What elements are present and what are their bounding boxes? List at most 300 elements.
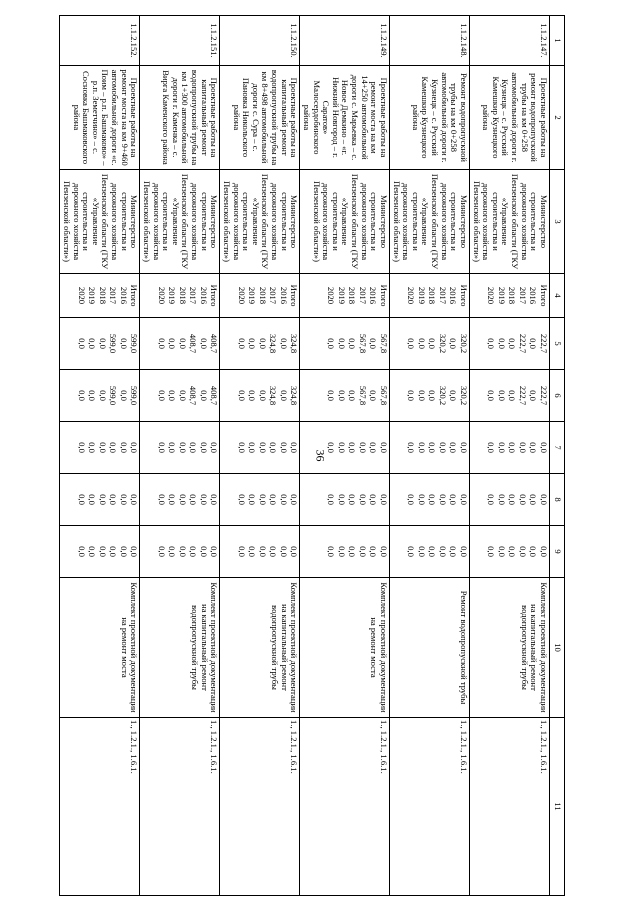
amount-c7 <box>60 422 140 474</box>
amount-c8-value: 0,0 <box>209 494 220 505</box>
amount-c5-value: 0,0 <box>236 338 247 349</box>
table-row <box>390 16 470 896</box>
amount-c9-value: 0,0 <box>358 546 368 557</box>
year-cell <box>390 274 470 318</box>
amount-c8-value: 0,0 <box>188 494 199 505</box>
amount-c8-value: 0,0 <box>108 494 119 505</box>
amount-c8-value: 0,0 <box>459 494 469 505</box>
expected-result: Комплект проектной документации на ремонт моста <box>300 578 390 718</box>
amount-c8-value: 0,0 <box>118 494 129 505</box>
amount-c6-value: 0,0 <box>76 390 87 401</box>
row-id: 1.1.2.151. <box>140 16 220 66</box>
amount-c6 <box>390 370 470 422</box>
amount-c7-value: 0,0 <box>438 442 448 453</box>
year-cell-value: 2016 <box>528 286 539 305</box>
amount-c6-value: 0,0 <box>118 390 129 401</box>
measure-name: Ремонт водопропускной трубы на км 0+258 автомобильной дороги г. Кузнецк – с. Русский Камешкир Кузнецкого района <box>390 66 470 170</box>
amount-c5-value: 0,0 <box>257 338 268 349</box>
amount-c8-value: 0,0 <box>198 494 209 505</box>
amount-c7 <box>220 422 300 474</box>
amount-c7-value: 0,0 <box>188 442 199 453</box>
amount-c8-value: 0,0 <box>368 494 379 505</box>
amount-c8-value: 0,0 <box>337 494 347 505</box>
amount-c5 <box>390 318 470 370</box>
amount-c8-value: 0,0 <box>177 494 188 505</box>
amount-c8-value: 0,0 <box>438 494 448 505</box>
amount-c9-value: 0,0 <box>379 546 389 557</box>
amount-c8-value: 0,0 <box>507 494 518 505</box>
amount-c5 <box>60 318 140 370</box>
table-viewport <box>62 15 565 895</box>
amount-c5-value: 0,0 <box>97 338 108 349</box>
amount-c7-value: 0,0 <box>257 442 268 453</box>
amount-c9-value: 0,0 <box>289 546 300 557</box>
amount-c6-value: 0,0 <box>247 390 258 401</box>
amount-c7-value: 0,0 <box>76 442 87 453</box>
amount-c9 <box>140 526 220 578</box>
amount-c7-value: 0,0 <box>108 442 119 453</box>
amount-c5-value: 0,0 <box>177 338 188 349</box>
amount-c8 <box>60 474 140 526</box>
year-cell-value: 2017 <box>108 286 119 305</box>
column-number: 11 <box>550 718 565 896</box>
amount-c5-value: 222,7 <box>539 333 549 354</box>
amount-c8-value: 0,0 <box>528 494 539 505</box>
indicator-ref: 1., 1.2.1., 1.6.1. <box>300 718 390 896</box>
amount-c9-value: 0,0 <box>326 546 337 557</box>
amount-c9-value: 0,0 <box>188 546 199 557</box>
amount-c9-value: 0,0 <box>167 546 178 557</box>
amount-c5-value: 324,8 <box>289 333 300 354</box>
amount-c9-value: 0,0 <box>406 546 417 557</box>
year-cell-value: 2020 <box>326 286 337 305</box>
amount-c5-value: 0,0 <box>167 338 178 349</box>
year-cell <box>220 274 300 318</box>
amount-c7 <box>470 422 550 474</box>
amount-c8-value: 0,0 <box>97 494 108 505</box>
table-row <box>220 16 300 896</box>
year-cell-value: 2019 <box>417 286 427 305</box>
amount-c9-value: 0,0 <box>486 546 497 557</box>
amount-c7-value: 0,0 <box>87 442 98 453</box>
amount-c8-value: 0,0 <box>486 494 497 505</box>
year-cell <box>470 274 550 318</box>
year-cell-value: Итого <box>129 284 140 307</box>
amount-c8-value: 0,0 <box>257 494 268 505</box>
table-row <box>300 16 390 896</box>
amount-c9-value: 0,0 <box>347 546 358 557</box>
amount-c5-value: 0,0 <box>76 338 87 349</box>
amount-c7-value: 0,0 <box>289 442 300 453</box>
amount-c5-value: 0,0 <box>448 338 459 349</box>
column-number: 7 <box>550 422 565 474</box>
amount-c9-value: 0,0 <box>118 546 129 557</box>
amount-c7-value: 0,0 <box>198 442 209 453</box>
amount-c9 <box>220 526 300 578</box>
amount-c8-value: 0,0 <box>129 494 140 505</box>
executor: Министерство строительства и дорожного хозяйства Пензенской области (ГКУ «Управление строительства и дорожного хозяйства Пензенской области») <box>140 170 220 274</box>
indicator-ref: 1., 1.2.1., 1.6.1. <box>390 718 470 896</box>
amount-c6 <box>300 370 390 422</box>
amount-c9-value: 0,0 <box>156 546 167 557</box>
amount-c6-value: 0,0 <box>87 390 98 401</box>
amount-c6 <box>470 370 550 422</box>
year-cell <box>140 274 220 318</box>
column-number: 9 <box>550 526 565 578</box>
executor: Министерство строительства и дорожного хозяйства Пензенской области (ГКУ «Управление строительства и дорожного хозяйства Пензенской области») <box>390 170 470 274</box>
indicator-ref: 1., 1.2.1., 1.6.1. <box>220 718 300 896</box>
amount-c9-value: 0,0 <box>507 546 518 557</box>
year-cell-value: 2017 <box>188 286 199 305</box>
table-row <box>470 16 550 896</box>
amount-c6-value: 320,2 <box>438 385 448 406</box>
year-cell-value: 2016 <box>368 286 379 305</box>
amount-c6-value: 0,0 <box>156 390 167 401</box>
amount-c9-value: 0,0 <box>108 546 119 557</box>
year-cell-value: 2019 <box>167 286 178 305</box>
amount-c5-value: 0,0 <box>486 338 497 349</box>
amount-c7-value: 0,0 <box>209 442 220 453</box>
amount-c5-value: 0,0 <box>368 338 379 349</box>
year-cell-value: 2017 <box>518 286 528 305</box>
amount-c6-value: 0,0 <box>198 390 209 401</box>
amount-c6-value: 0,0 <box>167 390 178 401</box>
amount-c9 <box>60 526 140 578</box>
amount-c9-value: 0,0 <box>448 546 459 557</box>
amount-c7-value: 0,0 <box>497 442 507 453</box>
year-cell-value: 2017 <box>358 286 368 305</box>
amount-c7-value: 0,0 <box>417 442 427 453</box>
amount-c6-value: 0,0 <box>368 390 379 401</box>
year-cell-value: 2019 <box>337 286 347 305</box>
amount-c6-value: 0,0 <box>257 390 268 401</box>
amount-c6-value: 408,7 <box>209 385 220 406</box>
amount-c5-value: 0,0 <box>198 338 209 349</box>
year-cell-value: 2016 <box>448 286 459 305</box>
amount-c5-value: 0,0 <box>347 338 358 349</box>
expected-result: Ремонт водопропускной трубы <box>390 578 470 718</box>
amount-c7-value: 0,0 <box>247 442 258 453</box>
amount-c8-value: 0,0 <box>156 494 167 505</box>
table-row <box>60 16 140 896</box>
expected-result: Комплект проектной документации на капитальный ремонт водопропускной трубы <box>220 578 300 718</box>
amount-c7-value: 0,0 <box>97 442 108 453</box>
amount-c5-value: 0,0 <box>278 338 289 349</box>
amount-c6-value: 0,0 <box>427 390 438 401</box>
amount-c8-value: 0,0 <box>406 494 417 505</box>
measure-name: Проектные работы на ремонт моста на км 9+460 автомобильной дороги «с. Поим – р.п. Башмаково» – р.п. Земетчино» – с. Сосновка Башмаковского района <box>60 66 140 170</box>
amount-c6-value: 324,8 <box>268 385 279 406</box>
amount-c7-value: 0,0 <box>326 442 337 453</box>
amount-c9-value: 0,0 <box>417 546 427 557</box>
year-cell <box>300 274 390 318</box>
amount-c7-value: 0,0 <box>156 442 167 453</box>
amount-c9-value: 0,0 <box>459 546 469 557</box>
amount-c6-value: 0,0 <box>236 390 247 401</box>
amount-c6-value: 599,0 <box>108 385 119 406</box>
amount-c9-value: 0,0 <box>268 546 279 557</box>
amount-c5-value: 0,0 <box>337 338 347 349</box>
year-cell-value: Итого <box>209 284 220 307</box>
year-cell-value: 2018 <box>427 286 438 305</box>
amount-c7-value: 0,0 <box>379 442 389 453</box>
amount-c8 <box>300 474 390 526</box>
row-id: 1.1.2.149. <box>300 16 390 66</box>
amount-c5-value: 599,0 <box>129 333 140 354</box>
amount-c8-value: 0,0 <box>167 494 178 505</box>
amount-c6 <box>140 370 220 422</box>
amount-c6-value: 0,0 <box>486 390 497 401</box>
amount-c6-value: 567,8 <box>379 385 389 406</box>
amount-c5-value: 0,0 <box>528 338 539 349</box>
amount-c8-value: 0,0 <box>358 494 368 505</box>
amount-c7-value: 0,0 <box>539 442 549 453</box>
amount-c9-value: 0,0 <box>177 546 188 557</box>
amount-c5-value: 408,7 <box>188 333 199 354</box>
amount-c9-value: 0,0 <box>198 546 209 557</box>
amount-c7-value: 0,0 <box>528 442 539 453</box>
year-cell-value: 2016 <box>198 286 209 305</box>
year-cell-value: 2016 <box>278 286 289 305</box>
amount-c6-value: 222,7 <box>539 385 549 406</box>
amount-c9-value: 0,0 <box>427 546 438 557</box>
amount-c9-value: 0,0 <box>97 546 108 557</box>
expected-result: Комплект проектной документации на капитальный ремонт водопропускной трубы <box>470 578 550 718</box>
column-number-row <box>550 16 565 896</box>
amount-c7-value: 0,0 <box>406 442 417 453</box>
amount-c7-value: 0,0 <box>177 442 188 453</box>
amount-c5-value: 320,2 <box>438 333 448 354</box>
year-cell-value: Итого <box>539 284 549 307</box>
amount-c8-value: 0,0 <box>289 494 300 505</box>
amount-c9-value: 0,0 <box>76 546 87 557</box>
amount-c6-value: 0,0 <box>97 390 108 401</box>
table-row <box>140 16 220 896</box>
amount-c5-value: 0,0 <box>87 338 98 349</box>
amount-c7-value: 0,0 <box>358 442 368 453</box>
amount-c9-value: 0,0 <box>337 546 347 557</box>
amount-c7-value: 0,0 <box>427 442 438 453</box>
amount-c9-value: 0,0 <box>87 546 98 557</box>
amount-c6-value: 0,0 <box>337 390 347 401</box>
amount-c6-value: 0,0 <box>417 390 427 401</box>
executor: Министерство строительства и дорожного хозяйства Пензенской области (ГКУ «Управление строительства и дорожного хозяйства Пензенской области») <box>60 170 140 274</box>
amount-c7-value: 0,0 <box>448 442 459 453</box>
amount-c9-value: 0,0 <box>278 546 289 557</box>
indicator-ref: 1., 1.2.1., 1.6.1. <box>470 718 550 896</box>
amount-c8-value: 0,0 <box>87 494 98 505</box>
amount-c9-value: 0,0 <box>368 546 379 557</box>
year-cell-value: 2020 <box>486 286 497 305</box>
year-cell-value: 2018 <box>97 286 108 305</box>
amount-c7 <box>300 422 390 474</box>
amount-c9-value: 0,0 <box>539 546 549 557</box>
amount-c9 <box>300 526 390 578</box>
amount-c9-value: 0,0 <box>497 546 507 557</box>
year-cell-value: 2019 <box>247 286 258 305</box>
amount-c5-value: 0,0 <box>417 338 427 349</box>
amount-c6-value: 0,0 <box>497 390 507 401</box>
measure-name: Проектные работы на ремонт моста на км 14+250 автомобильной дороги с. Марьевка – с. Новое Демкино – «г. Нижний Новгород – г. Саратов» Малосердобинского района <box>300 66 390 170</box>
year-cell <box>60 274 140 318</box>
amount-c7-value: 0,0 <box>518 442 528 453</box>
amount-c6-value: 320,2 <box>459 385 469 406</box>
year-cell-value: 2018 <box>507 286 518 305</box>
amount-c7-value: 0,0 <box>486 442 497 453</box>
amount-c5 <box>220 318 300 370</box>
amount-c5-value: 0,0 <box>427 338 438 349</box>
amount-c5-value: 408,7 <box>209 333 220 354</box>
year-cell-value: 2019 <box>497 286 507 305</box>
year-cell-value: 2018 <box>177 286 188 305</box>
year-cell-value: 2020 <box>236 286 247 305</box>
amount-c6-value: 0,0 <box>278 390 289 401</box>
column-number: 3 <box>550 170 565 274</box>
indicator-ref: 1., 1.2.1., 1.6.1. <box>60 718 140 896</box>
amount-c5-value: 567,8 <box>358 333 368 354</box>
amount-c9-value: 0,0 <box>528 546 539 557</box>
year-cell-value: Итого <box>379 284 389 307</box>
amount-c9-value: 0,0 <box>209 546 220 557</box>
amount-c9 <box>390 526 470 578</box>
program-table <box>59 15 565 896</box>
amount-c6-value: 0,0 <box>507 390 518 401</box>
column-number: 6 <box>550 370 565 422</box>
amount-c5-value: 567,8 <box>379 333 389 354</box>
amount-c7-value: 0,0 <box>347 442 358 453</box>
amount-c5 <box>140 318 220 370</box>
column-number: 10 <box>550 578 565 718</box>
year-cell-value: 2020 <box>76 286 87 305</box>
column-number: 8 <box>550 474 565 526</box>
year-cell-value: 2016 <box>118 286 129 305</box>
row-id: 1.1.2.147. <box>470 16 550 66</box>
measure-name: Проектные работы на капитальный ремонт водопропускной трубы на км 8+498 автомобильной дороги с. Сура – с. Пановка Никольского района <box>220 66 300 170</box>
executor: Министерство строительства и дорожного хозяйства Пензенской области (ГКУ «Управление строительства и дорожного хозяйства Пензенской области») <box>220 170 300 274</box>
amount-c9-value: 0,0 <box>518 546 528 557</box>
amount-c9-value: 0,0 <box>129 546 140 557</box>
executor: Министерство строительства и дорожного хозяйства Пензенской области (ГКУ «Управление строительства и дорожного хозяйства Пензенской области») <box>470 170 550 274</box>
amount-c8 <box>140 474 220 526</box>
amount-c9 <box>470 526 550 578</box>
amount-c8-value: 0,0 <box>539 494 549 505</box>
amount-c9-value: 0,0 <box>236 546 247 557</box>
year-cell-value: Итого <box>459 284 469 307</box>
amount-c5-value: 222,7 <box>518 333 528 354</box>
column-number: 2 <box>550 66 565 170</box>
measure-name: Проектные работы на ремонт водопропускной трубы на км 0+258 автомобильной дороги г. Кузнецк – с. Русский Камешкир Кузнецкого района <box>470 66 550 170</box>
amount-c6-value: 567,8 <box>358 385 368 406</box>
year-cell-value: 2020 <box>156 286 167 305</box>
amount-c8-value: 0,0 <box>518 494 528 505</box>
amount-c5-value: 0,0 <box>118 338 129 349</box>
amount-c5-value: 324,8 <box>268 333 279 354</box>
year-cell-value: Итого <box>289 284 300 307</box>
row-id: 1.1.2.152. <box>60 16 140 66</box>
amount-c6-value: 222,7 <box>518 385 528 406</box>
amount-c6-value: 0,0 <box>448 390 459 401</box>
amount-c5-value: 599,0 <box>108 333 119 354</box>
amount-c5-value: 320,2 <box>459 333 469 354</box>
year-cell-value: 2020 <box>406 286 417 305</box>
amount-c8-value: 0,0 <box>347 494 358 505</box>
amount-c7-value: 0,0 <box>268 442 279 453</box>
amount-c8-value: 0,0 <box>247 494 258 505</box>
amount-c8-value: 0,0 <box>379 494 389 505</box>
amount-c8-value: 0,0 <box>448 494 459 505</box>
column-number: 4 <box>550 274 565 318</box>
amount-c8 <box>470 474 550 526</box>
amount-c6-value: 0,0 <box>347 390 358 401</box>
amount-c8-value: 0,0 <box>76 494 87 505</box>
amount-c7-value: 0,0 <box>167 442 178 453</box>
page-number: 36 <box>313 449 328 462</box>
row-id: 1.1.2.150. <box>220 16 300 66</box>
executor: Министерство строительства и дорожного хозяйства Пензенской области (ГКУ «Управление строительства и дорожного хозяйства Пензенской области») <box>300 170 390 274</box>
amount-c5-value: 0,0 <box>156 338 167 349</box>
amount-c6-value: 408,7 <box>188 385 199 406</box>
amount-c8-value: 0,0 <box>417 494 427 505</box>
column-number: 1 <box>550 16 565 66</box>
amount-c8-value: 0,0 <box>497 494 507 505</box>
amount-c9-value: 0,0 <box>438 546 448 557</box>
amount-c9-value: 0,0 <box>247 546 258 557</box>
amount-c5 <box>470 318 550 370</box>
amount-c7-value: 0,0 <box>236 442 247 453</box>
amount-c6 <box>60 370 140 422</box>
amount-c7-value: 0,0 <box>278 442 289 453</box>
amount-c7-value: 0,0 <box>129 442 140 453</box>
amount-c8 <box>220 474 300 526</box>
year-cell-value: 2018 <box>347 286 358 305</box>
amount-c6-value: 0,0 <box>528 390 539 401</box>
amount-c5-value: 0,0 <box>406 338 417 349</box>
year-cell-value: 2019 <box>87 286 98 305</box>
expected-result: Комплект проектной документации на ремонт моста <box>60 578 140 718</box>
amount-c8-value: 0,0 <box>326 494 337 505</box>
expected-result: Комплект проектной документации на капитальный ремонт водопропускной трубы <box>140 578 220 718</box>
amount-c6-value: 0,0 <box>177 390 188 401</box>
amount-c6 <box>220 370 300 422</box>
amount-c5-value: 0,0 <box>507 338 518 349</box>
amount-c5-value: 0,0 <box>497 338 507 349</box>
amount-c5-value: 0,0 <box>247 338 258 349</box>
measure-name: Проектные работы на капитальный ремонт водопропускной трубы на км 1+300 автомобильной дороги г. Каменка – с. Вирга Каменского района <box>140 66 220 170</box>
row-id: 1.1.2.148. <box>390 16 470 66</box>
amount-c6-value: 0,0 <box>326 390 337 401</box>
table-body <box>60 16 565 896</box>
amount-c5-value: 0,0 <box>326 338 337 349</box>
column-number: 5 <box>550 318 565 370</box>
amount-c8-value: 0,0 <box>278 494 289 505</box>
amount-c6-value: 324,8 <box>289 385 300 406</box>
year-cell-value: 2018 <box>257 286 268 305</box>
amount-c7 <box>140 422 220 474</box>
amount-c8-value: 0,0 <box>427 494 438 505</box>
amount-c8 <box>390 474 470 526</box>
amount-c7 <box>390 422 470 474</box>
amount-c7-value: 0,0 <box>507 442 518 453</box>
amount-c7-value: 0,0 <box>118 442 129 453</box>
year-cell-value: 2017 <box>268 286 279 305</box>
amount-c5 <box>300 318 390 370</box>
amount-c7-value: 0,0 <box>368 442 379 453</box>
amount-c6-value: 599,0 <box>129 385 140 406</box>
amount-c7-value: 0,0 <box>459 442 469 453</box>
indicator-ref: 1., 1.2.1., 1.6.1. <box>140 718 220 896</box>
rotated-page <box>62 15 565 895</box>
amount-c9-value: 0,0 <box>257 546 268 557</box>
